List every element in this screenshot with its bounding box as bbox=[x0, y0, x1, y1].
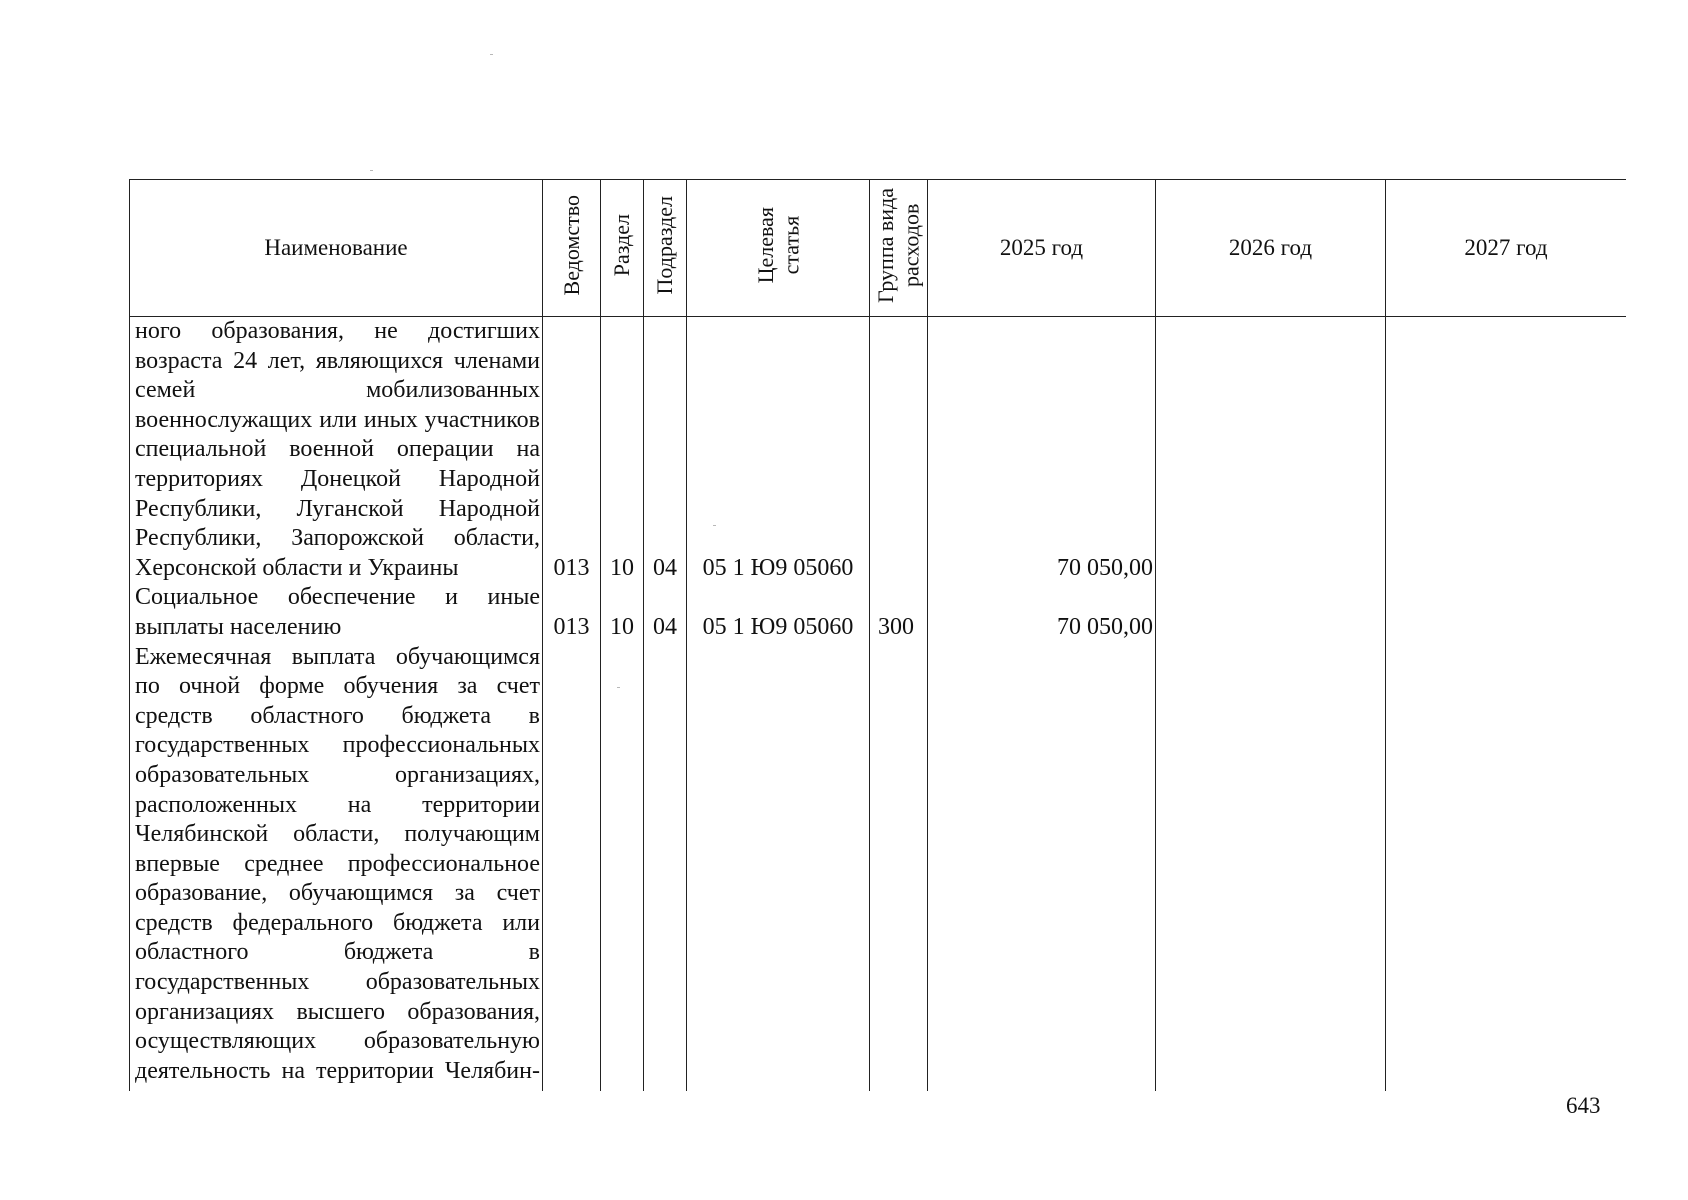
header-expense-group-label bbox=[873, 188, 924, 303]
row-amount-2025 bbox=[928, 643, 1156, 1087]
row-subsection bbox=[644, 643, 687, 1087]
row-amount-2026 bbox=[1156, 643, 1386, 1087]
row-subsection: 04 bbox=[644, 317, 687, 584]
table-row bbox=[130, 317, 1627, 584]
header-year-2025: 2025 год bbox=[928, 180, 1156, 317]
header-section bbox=[601, 180, 644, 317]
row-department bbox=[543, 643, 601, 1087]
row-target-article: 05 1 Ю9 05060 bbox=[687, 583, 870, 642]
row-expense-group: 300 bbox=[870, 583, 928, 642]
row-target-article bbox=[687, 643, 870, 1087]
header-subsection-label: Подраздел bbox=[652, 195, 678, 295]
row-amount-2025: 70 050,00 bbox=[928, 583, 1156, 642]
row-amount-2026 bbox=[1156, 583, 1386, 642]
row-name: Ежемесячная выплата обучающимся по очной форме обучения за счет средств областного бюджета в государственных профессиональных образовательных организациях, расположенных на территории Челябинской области, получающим впервые среднее профессиональное образование, обучающимся за счет средств федерального бюджета или областного бюджета в государственных образовательных организациях высшего образования, осуществляющих образовательную деятельность на территории Челябин- bbox=[130, 643, 543, 1087]
header-department-label: Ведомство bbox=[558, 194, 584, 296]
row-expense-group bbox=[870, 317, 928, 584]
scan-speck bbox=[713, 525, 716, 526]
row-subsection: 04 bbox=[644, 583, 687, 642]
header-target-article bbox=[687, 180, 870, 317]
row-name: Социальное обеспечение и иные выплаты населению bbox=[130, 583, 543, 642]
row-amount-2026 bbox=[1156, 317, 1386, 584]
row-target-article: 05 1 Ю9 05060 bbox=[687, 317, 870, 584]
table-frame bbox=[129, 179, 1626, 1091]
budget-table bbox=[129, 179, 1626, 1091]
row-amount-2027 bbox=[1386, 583, 1627, 642]
header-expense-group-line1: Группа вида bbox=[873, 187, 899, 303]
header-expense-group-line2: расходов bbox=[898, 203, 924, 287]
table-row bbox=[130, 643, 1627, 1087]
row-department: 013 bbox=[543, 317, 601, 584]
scan-speck bbox=[617, 687, 620, 688]
row-section: 10 bbox=[601, 317, 644, 584]
header-expense-group bbox=[870, 180, 928, 317]
header-subsection bbox=[644, 180, 687, 317]
row-amount-2025: 70 050,00 bbox=[928, 317, 1156, 584]
header-department bbox=[543, 180, 601, 317]
row-expense-group bbox=[870, 643, 928, 1087]
row-amount-2027 bbox=[1386, 317, 1627, 584]
header-target-article-line2: статья bbox=[778, 215, 803, 275]
table-row bbox=[130, 583, 1627, 642]
row-amount-2027 bbox=[1386, 643, 1627, 1087]
page-number: 643 bbox=[1566, 1093, 1601, 1118]
header-year-2026: 2026 год bbox=[1156, 180, 1386, 317]
scan-speck bbox=[370, 170, 373, 171]
row-name: ного образования, не достигших возраста 24 лет, являющихся членами семей мобилизованных военнослужащих или иных участников специальной военной операции на территориях Донецкой Народной Республики, Луганской Народной Республики, Запорожской области, Херсонской области и Украины bbox=[130, 317, 543, 584]
header-year-2027: 2027 год bbox=[1386, 180, 1627, 317]
row-department: 013 bbox=[543, 583, 601, 642]
table-header-row bbox=[130, 180, 1627, 317]
header-target-article-line1: Целевая bbox=[752, 206, 778, 284]
scan-speck bbox=[490, 54, 493, 55]
row-section bbox=[601, 643, 644, 1087]
table-continuation-spacer bbox=[130, 1086, 1627, 1091]
header-name: Наименование bbox=[130, 180, 543, 317]
header-section-label: Раздел bbox=[609, 213, 635, 277]
row-section: 10 bbox=[601, 583, 644, 642]
header-target-article-label bbox=[753, 207, 804, 283]
